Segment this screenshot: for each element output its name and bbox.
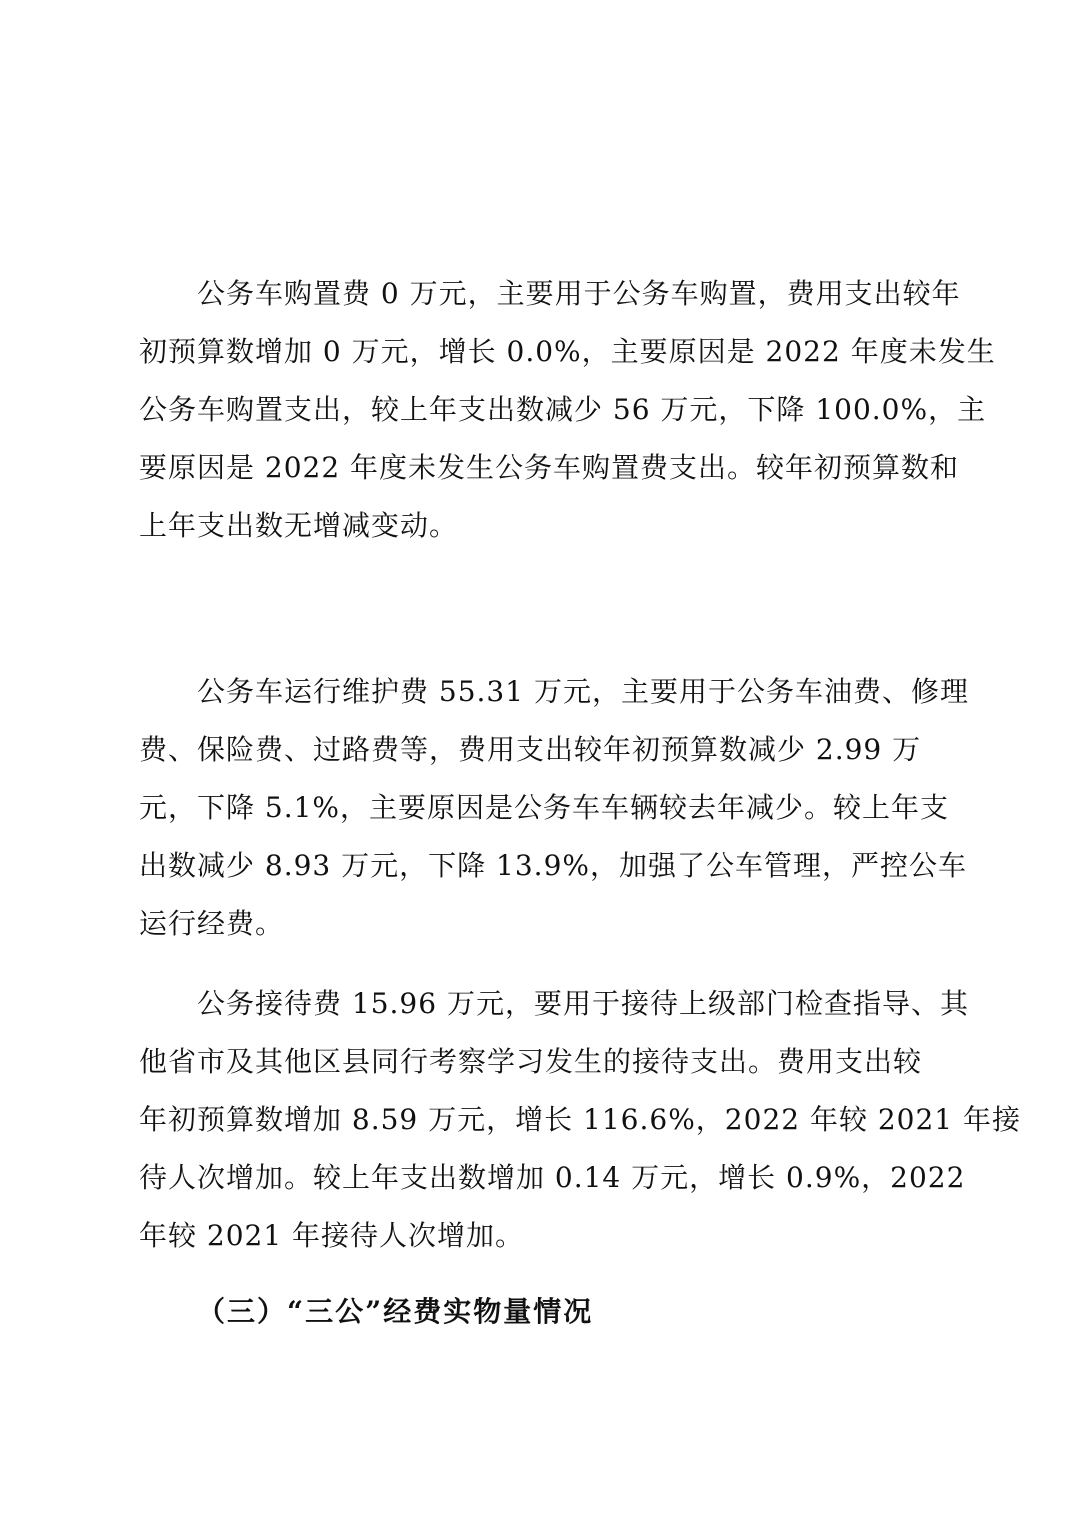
text-line: 要原因是 2022 年度未发生公务车购置费支出。较年初预算数和 xyxy=(139,451,960,484)
text-line: 年初预算数增加 8.59 万元，增长 116.6%，2022 年较 2021 年接 xyxy=(139,1103,1022,1136)
text-line: 运行经费。 xyxy=(139,907,285,940)
text-line: 上年支出数无增减变动。 xyxy=(139,509,459,542)
text-line: 初预算数增加 0 万元，增长 0.0%，主要原因是 2022 年度未发生 xyxy=(139,335,996,368)
section-heading: （三）“三公”经费实物量情况 xyxy=(197,1295,594,1328)
text-line: 公务车运行维护费 55.31 万元，主要用于公务车油费、修理 xyxy=(197,675,969,708)
text-line: 年较 2021 年接待人次增加。 xyxy=(139,1219,525,1252)
text-line: 公务车购置费 0 万元，主要用于公务车购置，费用支出较年 xyxy=(197,277,961,310)
text-line: 元，下降 5.1%，主要原因是公务车车辆较去年减少。较上年支 xyxy=(139,791,950,824)
text-line: 待人次增加。较上年支出数增加 0.14 万元，增长 0.9%，2022 xyxy=(139,1161,966,1194)
text-line: 公务车购置支出，较上年支出数减少 56 万元，下降 100.0%，主 xyxy=(139,393,987,426)
text-line: 出数减少 8.93 万元，下降 13.9%，加强了公车管理，严控公车 xyxy=(139,849,967,882)
text-line: 公务接待费 15.96 万元，要用于接待上级部门检查指导、其 xyxy=(197,987,969,1020)
text-line: 他省市及其他区县同行考察学习发生的接待支出。费用支出较 xyxy=(139,1045,923,1078)
text-line: 费、保险费、过路费等，费用支出较年初预算数减少 2.99 万 xyxy=(139,733,922,766)
